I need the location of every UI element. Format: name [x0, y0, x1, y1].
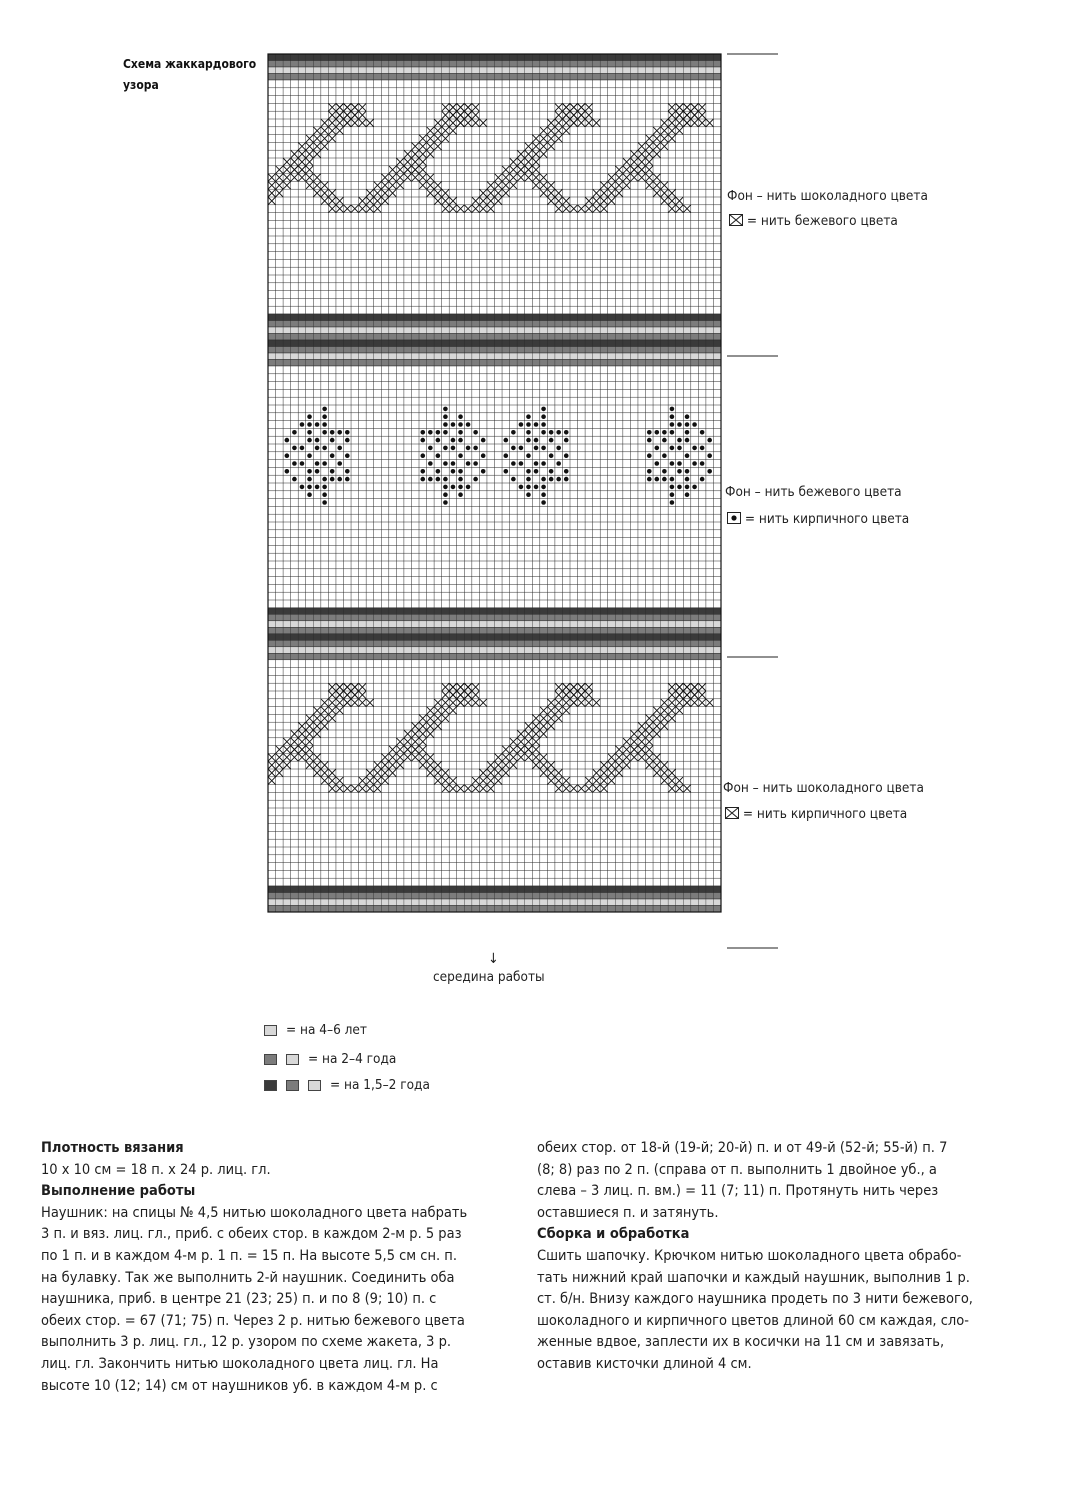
dot-stitch — [322, 461, 327, 466]
dot-stitch — [473, 461, 478, 466]
dot-stitch — [670, 477, 675, 482]
note-section-2-symbol — [727, 511, 909, 527]
section-heading: Сборка и обработка — [537, 1226, 690, 1243]
dot-stitch — [519, 485, 524, 490]
dot-stitch — [677, 438, 682, 443]
dot-stitch — [670, 414, 675, 419]
dot-stitch — [292, 430, 297, 435]
text-column-right — [537, 1138, 973, 1376]
dot-stitch — [443, 461, 448, 466]
note-section-3-bg: Фон – нить шоколадного цвета — [723, 780, 924, 796]
dot-stitch — [420, 469, 425, 474]
dot-stitch — [647, 438, 652, 443]
dot-stitch — [670, 430, 675, 435]
dot-stitch — [564, 469, 569, 474]
dot-stitch — [345, 469, 350, 474]
dot-stitch — [322, 492, 327, 497]
dot-stitch — [692, 446, 697, 451]
mid-swatch — [264, 1054, 277, 1065]
dot-stitch — [519, 446, 524, 451]
dot-stitch — [285, 469, 290, 474]
dot-stitch — [670, 422, 675, 427]
dot-stitch — [330, 469, 335, 474]
text-line: шоколадного и кирпичного цветов длиной 60 см каждая, сло- — [537, 1312, 969, 1329]
dot-stitch — [443, 477, 448, 482]
note-section-2-symbol-label: = нить кирпичного цвета — [744, 511, 910, 527]
dot-stitch — [428, 477, 433, 482]
dot-stitch — [519, 461, 524, 466]
dot-stitch — [345, 477, 350, 482]
dot-stitch — [322, 500, 327, 505]
dot-stitch — [307, 477, 312, 482]
dot-stitch — [700, 446, 705, 451]
dot-stitch — [534, 446, 539, 451]
dot-stitch — [685, 453, 690, 458]
dot-stitch — [541, 477, 546, 482]
dot-stitch — [315, 461, 320, 466]
dot-stitch — [655, 446, 660, 451]
dot-stitch — [337, 461, 342, 466]
text-line: женные вдвое, заплести их в косички на 11 см и завязать, — [537, 1334, 945, 1351]
legend-row-4-6 — [264, 1022, 367, 1038]
text-line: тать нижний край шапочки и каждый наушник, выполнив 1 р. — [537, 1269, 970, 1286]
dot-stitch — [315, 485, 320, 490]
text-line: лиц. гл. Закончить нитью шоколадного цвета лиц. гл. На — [41, 1355, 439, 1372]
dot-stitch — [677, 461, 682, 466]
dot-stitch — [345, 430, 350, 435]
dark-swatch — [264, 1080, 277, 1091]
dot-stitch — [345, 453, 350, 458]
dot-stitch — [534, 485, 539, 490]
dot-stitch — [549, 438, 554, 443]
dot-stitch — [685, 469, 690, 474]
dot-stitch — [458, 469, 463, 474]
dot-stitch — [458, 422, 463, 427]
dot-stitch — [556, 446, 561, 451]
dot-stitch — [451, 469, 456, 474]
dot-stitch — [526, 453, 531, 458]
chart-grid — [268, 54, 721, 912]
dot-icon — [727, 512, 741, 524]
text-line: обеих стор. от 18-й (19-й; 20-й) п. и от 49-й (52-й; 55-й) п. 7 — [537, 1140, 948, 1156]
dot-stitch — [655, 477, 660, 482]
dot-stitch — [534, 461, 539, 466]
text-line: оставшиеся п. и затянуть. — [537, 1204, 719, 1221]
dot-stitch — [707, 469, 712, 474]
dot-stitch — [451, 422, 456, 427]
dot-stitch — [556, 461, 561, 466]
dot-stitch — [541, 414, 546, 419]
dot-stitch — [692, 461, 697, 466]
dot-stitch — [458, 492, 463, 497]
dot-stitch — [451, 446, 456, 451]
dot-stitch — [458, 414, 463, 419]
dot-stitch — [322, 446, 327, 451]
dot-stitch — [504, 438, 509, 443]
dot-stitch — [556, 477, 561, 482]
note-section-1-symbol-label: = нить бежевого цвета — [746, 213, 898, 229]
dot-stitch — [300, 485, 305, 490]
dot-stitch — [458, 430, 463, 435]
dot-stitch — [473, 477, 478, 482]
dot-stitch — [564, 477, 569, 482]
dot-stitch — [670, 407, 675, 412]
chart-title-line-1: Схема жаккардового — [123, 57, 257, 71]
chart-title-line-2: узора — [123, 78, 159, 92]
section-heading: Выполнение работы — [41, 1183, 196, 1200]
dot-stitch — [662, 438, 667, 443]
text-line: Наушник: на спицы № 4,5 нитью шоколадного цвета набрать — [41, 1204, 468, 1221]
dot-stitch — [322, 407, 327, 412]
dot-stitch — [322, 485, 327, 490]
dot-stitch — [670, 446, 675, 451]
note-section-2-bg: Фон – нить бежевого цвета — [725, 484, 902, 500]
dot-stitch — [541, 461, 546, 466]
dot-stitch — [564, 430, 569, 435]
dot-stitch — [307, 414, 312, 419]
text-line: по 1 п. и в каждом 4-м р. 1 п. = 15 п. На высоте 5,5 см сн. п. — [41, 1247, 457, 1264]
dot-stitch — [700, 461, 705, 466]
dot-stitch — [511, 430, 516, 435]
light-swatch — [264, 1025, 277, 1036]
text-line: обеих стор. = 67 (71; 75) п. Через 2 р. нитью бежевого цвета — [41, 1312, 465, 1329]
dot-stitch — [700, 430, 705, 435]
dot-stitch — [458, 453, 463, 458]
text-column-left — [41, 1138, 467, 1397]
section-heading: Плотность вязания — [41, 1140, 184, 1156]
dot-stitch — [292, 446, 297, 451]
dot-stitch — [466, 461, 471, 466]
dot-stitch — [685, 477, 690, 482]
dot-stitch — [436, 477, 441, 482]
light-swatch — [308, 1080, 321, 1091]
legend-label: = на 2–4 года — [308, 1051, 397, 1067]
center-arrow-icon: ↓ — [488, 951, 499, 967]
dot-stitch — [307, 492, 312, 497]
dot-stitch — [451, 485, 456, 490]
text-line: 3 п. и вяз. лиц. гл., приб. с обеих стор. в каждом 2-м р. 5 раз — [41, 1226, 462, 1243]
dot-stitch — [526, 485, 531, 490]
dot-stitch — [670, 485, 675, 490]
dot-stitch — [443, 485, 448, 490]
dot-stitch — [322, 477, 327, 482]
note-section-1-symbol — [729, 213, 898, 229]
dot-stitch — [692, 422, 697, 427]
dot-stitch — [677, 422, 682, 427]
dot-stitch — [707, 453, 712, 458]
dot-stitch — [647, 477, 652, 482]
dot-stitch — [322, 422, 327, 427]
dot-stitch — [534, 422, 539, 427]
dot-stitch — [473, 430, 478, 435]
dot-stitch — [337, 430, 342, 435]
dot-stitch — [466, 485, 471, 490]
text-line: Сшить шапочку. Крючком нитью шоколадного цвета обрабо- — [537, 1247, 962, 1264]
dot-stitch — [330, 430, 335, 435]
dot-stitch — [330, 438, 335, 443]
text-line: наушника, приб. в центре 21 (23; 25) п. и по 8 (9; 10) п. с — [41, 1291, 437, 1308]
dot-stitch — [428, 430, 433, 435]
cross-icon — [725, 807, 739, 819]
legend-row-1-5-2 — [264, 1077, 430, 1093]
dot-stitch — [526, 492, 531, 497]
dot-stitch — [647, 469, 652, 474]
dot-stitch — [526, 438, 531, 443]
dot-stitch — [685, 430, 690, 435]
dot-stitch — [300, 461, 305, 466]
center-label: середина работы — [433, 969, 545, 985]
dot-stitch — [481, 469, 486, 474]
dot-stitch — [564, 438, 569, 443]
legend-label: = на 4–6 лет — [286, 1022, 367, 1038]
dot-stitch — [662, 469, 667, 474]
dot-stitch — [549, 430, 554, 435]
dot-stitch — [443, 422, 448, 427]
dot-stitch — [451, 438, 456, 443]
mid-swatch — [286, 1080, 299, 1091]
dot-stitch — [436, 453, 441, 458]
dot-stitch — [322, 414, 327, 419]
dot-stitch — [443, 414, 448, 419]
dot-stitch — [534, 469, 539, 474]
dot-stitch — [677, 485, 682, 490]
dot-stitch — [670, 492, 675, 497]
dot-stitch — [549, 453, 554, 458]
text-line: (8; 8) раз по 2 п. (справа от п. выполнить 1 двойное уб., а — [537, 1161, 937, 1178]
dot-stitch — [315, 422, 320, 427]
dot-stitch — [511, 461, 516, 466]
dot-stitch — [541, 492, 546, 497]
dot-stitch — [466, 422, 471, 427]
dot-stitch — [564, 453, 569, 458]
dot-stitch — [458, 485, 463, 490]
dot-stitch — [526, 477, 531, 482]
dot-stitch — [307, 485, 312, 490]
text-line: высоте 10 (12; 14) см от наушников уб. в каждом 4-м р. с — [41, 1377, 438, 1394]
dot-stitch — [511, 477, 516, 482]
dot-stitch — [451, 461, 456, 466]
note-section-1-bg: Фон – нить шоколадного цвета — [727, 188, 928, 204]
dot-stitch — [511, 446, 516, 451]
legend-row-2-4 — [264, 1051, 396, 1067]
text-line: 10 х 10 см = 18 п. х 24 р. лиц. гл. — [41, 1161, 271, 1178]
dot-stitch — [504, 453, 509, 458]
dot-stitch — [519, 422, 524, 427]
dot-stitch — [315, 446, 320, 451]
text-line: выполнить 3 р. лиц. гл., 12 р. узором по схеме жакета, 3 р. — [41, 1334, 452, 1351]
light-swatch — [286, 1054, 299, 1065]
dot-stitch — [300, 422, 305, 427]
dot-stitch — [526, 469, 531, 474]
dot-stitch — [307, 430, 312, 435]
dot-stitch — [458, 438, 463, 443]
dot-stitch — [292, 461, 297, 466]
dot-stitch — [443, 430, 448, 435]
dot-stitch — [315, 438, 320, 443]
dot-stitch — [647, 453, 652, 458]
text-line: оставив кисточки длиной 4 см. — [537, 1355, 752, 1372]
dot-stitch — [285, 453, 290, 458]
dot-stitch — [458, 477, 463, 482]
dot-stitch — [307, 438, 312, 443]
dot-stitch — [526, 422, 531, 427]
dot-stitch — [707, 438, 712, 443]
text-line: слева – 3 лиц. п. вм.) = 11 (7; 11) п. Протянуть нить через — [537, 1183, 939, 1200]
dot-stitch — [443, 407, 448, 412]
dot-stitch — [677, 469, 682, 474]
dot-stitch — [436, 438, 441, 443]
text-line: ст. б/н. Внизу каждого наушника продеть по 3 нити бежевого, — [537, 1291, 973, 1308]
dot-stitch — [526, 430, 531, 435]
dot-stitch — [541, 430, 546, 435]
dot-stitch — [549, 469, 554, 474]
dot-stitch — [322, 430, 327, 435]
dot-stitch — [534, 438, 539, 443]
dot-stitch — [481, 453, 486, 458]
dot-stitch — [685, 485, 690, 490]
dot-stitch — [466, 446, 471, 451]
dot-stitch — [504, 469, 509, 474]
dot-stitch — [685, 422, 690, 427]
dot-stitch — [292, 477, 297, 482]
dot-stitch — [307, 469, 312, 474]
note-section-3-symbol-label: = нить кирпичного цвета — [742, 806, 908, 822]
note-section-3-symbol — [725, 806, 907, 822]
dot-stitch — [541, 500, 546, 505]
dot-stitch — [436, 430, 441, 435]
dot-stitch — [541, 485, 546, 490]
dot-stitch — [420, 430, 425, 435]
dot-stitch — [685, 414, 690, 419]
dot-stitch — [436, 469, 441, 474]
dot-stitch — [420, 477, 425, 482]
dot-stitch — [662, 430, 667, 435]
dot-stitch — [420, 438, 425, 443]
dot-stitch — [692, 485, 697, 490]
dot-stitch — [677, 446, 682, 451]
dot-stitch — [685, 438, 690, 443]
dot-stitch — [330, 453, 335, 458]
legend-label: = на 1,5–2 года — [330, 1077, 430, 1093]
dot-stitch — [315, 469, 320, 474]
dot-stitch — [541, 407, 546, 412]
dot-stitch — [443, 500, 448, 505]
dot-stitch — [662, 453, 667, 458]
text-line: на булавку. Так же выполнить 2-й наушник. Соединить оба — [41, 1269, 455, 1286]
dot-stitch — [647, 430, 652, 435]
dot-stitch — [443, 492, 448, 497]
dot-stitch — [337, 446, 342, 451]
dot-stitch — [473, 446, 478, 451]
dot-stitch — [420, 453, 425, 458]
dot-stitch — [428, 461, 433, 466]
dot-stitch — [662, 477, 667, 482]
dot-stitch — [285, 438, 290, 443]
dot-stitch — [307, 422, 312, 427]
dot-stitch — [556, 430, 561, 435]
dot-stitch — [655, 461, 660, 466]
dot-stitch — [307, 453, 312, 458]
dot-stitch — [300, 446, 305, 451]
dot-stitch — [428, 446, 433, 451]
dot-stitch — [526, 414, 531, 419]
dot-stitch — [655, 430, 660, 435]
dot-stitch — [443, 446, 448, 451]
dot-stitch — [345, 438, 350, 443]
dot-stitch — [541, 422, 546, 427]
dot-stitch — [670, 461, 675, 466]
dot-stitch — [337, 477, 342, 482]
dot-stitch — [549, 477, 554, 482]
dot-stitch — [685, 492, 690, 497]
dot-stitch — [700, 477, 705, 482]
dot-stitch — [541, 446, 546, 451]
cross-icon — [729, 214, 743, 226]
dot-stitch — [670, 500, 675, 505]
dot-stitch — [330, 477, 335, 482]
dot-stitch — [481, 438, 486, 443]
